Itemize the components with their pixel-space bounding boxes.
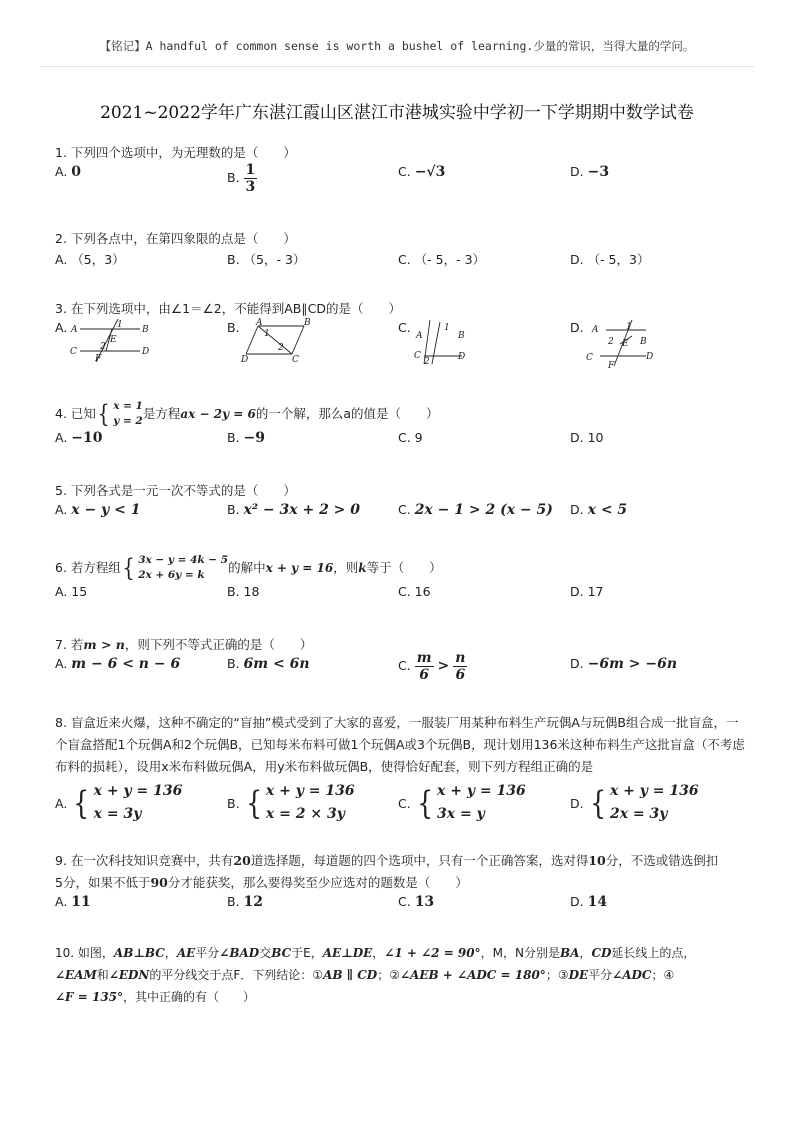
option-a[interactable]: A. m − 6 < n − 6 bbox=[55, 656, 181, 672]
question-stem: 4. 已知 { x = 1 y = 2 是方程 ax − 2y = 6 的一个解，那么a的值是（ ） bbox=[55, 400, 439, 428]
svg-text:2: 2 bbox=[278, 343, 284, 353]
option-d[interactable]: D. bbox=[570, 320, 584, 335]
option-d[interactable]: D. −6m > −6n bbox=[570, 656, 678, 672]
question-stem-line-1: 10. 如图，AB⊥BC，AE平分∠BAD交BC于E，AE⊥DE，∠1 + ∠2 = 90°，M，N分别是BA，CD延长线上的点， bbox=[55, 946, 696, 960]
svg-text:A: A bbox=[256, 318, 263, 328]
option-b[interactable]: B. −9 bbox=[227, 430, 266, 446]
options bbox=[55, 894, 745, 918]
figure-b bbox=[238, 316, 318, 364]
svg-text:F: F bbox=[608, 361, 615, 371]
option-c[interactable]: C. 16 bbox=[398, 584, 431, 599]
option-b[interactable]: B. { x + y = 136 x = 2 × 3y bbox=[227, 783, 355, 822]
question-stem: 7. 若m > n，则下列不等式正确的是（ ） bbox=[55, 637, 313, 652]
option-a[interactable]: A. { x + y = 136 x = 3y bbox=[55, 783, 183, 822]
option-c[interactable]: C. $\frac{m}{6}$ > $\frac{n}{6}$ bbox=[398, 650, 466, 683]
fraction: $\frac{1}{3}$ bbox=[245, 162, 256, 195]
option-d[interactable]: D. 14 bbox=[570, 894, 608, 910]
question-1 bbox=[55, 142, 745, 195]
svg-text:1: 1 bbox=[117, 320, 123, 330]
question-9 bbox=[55, 850, 745, 918]
option-b[interactable]: B. bbox=[227, 320, 240, 335]
options bbox=[55, 250, 745, 274]
option-a[interactable]: A. 15 bbox=[55, 584, 88, 599]
question-2 bbox=[55, 228, 745, 274]
question-stem: 8. 盲盒近来火爆，这种不确定的“盲抽”模式受到了大家的喜爱，一服装厂用某种布料生产玩偶A与玩偶B组合成一批盲盒，一个盲盒搭配1个玩偶A和2个玩偶B，已知每米布料可做1个玩偶A或3个玩偶B，现计划用136米这种布料生产这批盲盒（不考虑布料的损耗），设用x米布料做玩偶A，用y米布料做玩偶B，使得恰好配套，则下列方程组正确的是 bbox=[55, 715, 745, 774]
question-5 bbox=[55, 480, 745, 526]
question-stem: 2. 下列各点中，在第四象限的点是（ ） bbox=[55, 231, 296, 246]
svg-text:2: 2 bbox=[100, 342, 106, 352]
option-b[interactable]: B. x² − 3x + 2 > 0 bbox=[227, 502, 361, 518]
option-d[interactable]: D. x < 5 bbox=[570, 502, 628, 518]
equation-system: { x = 1 y = 2 bbox=[97, 400, 143, 428]
svg-text:C: C bbox=[586, 353, 593, 363]
exam-title: 2021~2022学年广东湛江霞山区湛江市港城实验中学初一下学期期中数学试卷 bbox=[100, 103, 694, 123]
option-a[interactable]: A. 11 bbox=[55, 894, 91, 910]
svg-text:A: A bbox=[592, 325, 599, 335]
option-c[interactable]: C. 13 bbox=[398, 894, 435, 910]
option-d[interactable]: D. 10 bbox=[570, 430, 604, 445]
svg-text:A: A bbox=[416, 331, 423, 341]
options bbox=[55, 430, 745, 454]
question-10 bbox=[55, 942, 745, 1008]
svg-text:F: F bbox=[95, 354, 102, 364]
question-4 bbox=[55, 398, 745, 454]
options bbox=[55, 502, 745, 526]
question-stem: 5. 下列各式是一元一次不等式的是（ ） bbox=[55, 483, 296, 498]
question-stem-line-2: 5分，如果不低于90分才能获奖，那么要得奖至少应选对的题数是（ ） bbox=[55, 875, 468, 890]
question-6 bbox=[55, 552, 745, 608]
figure-c bbox=[410, 318, 480, 366]
svg-text:C: C bbox=[70, 347, 77, 357]
motto-banner: 【铭记】A handful of common sense is worth a bushel of learning.少量的常识，当得大量的学问。 bbox=[99, 39, 695, 53]
svg-text:E: E bbox=[622, 339, 629, 349]
fraction: $\frac{m}{6}$ bbox=[416, 650, 432, 683]
options bbox=[55, 162, 745, 195]
svg-text:1: 1 bbox=[264, 329, 270, 339]
svg-text:B: B bbox=[304, 318, 311, 328]
options bbox=[55, 584, 745, 608]
option-b[interactable]: B. （5，- 3） bbox=[227, 252, 306, 267]
options bbox=[55, 780, 745, 830]
svg-text:1: 1 bbox=[626, 322, 632, 332]
option-b[interactable]: B. $\frac{1}{3}$ bbox=[227, 162, 256, 195]
option-d[interactable]: D. −3 bbox=[570, 164, 610, 180]
question-stem: 6. 若方程组 { 3x − y = 4k − 5 2x + 6y = k 的解中 x + y = 16 ，则 k 等于（ ） bbox=[55, 554, 442, 582]
svg-text:A: A bbox=[71, 325, 78, 335]
svg-text:B: B bbox=[640, 337, 647, 347]
svg-text:D: D bbox=[646, 352, 654, 362]
svg-text:D: D bbox=[458, 352, 466, 362]
question-stem: 1. 下列四个选项中，为无理数的是（ ） bbox=[55, 145, 296, 160]
question-stem-line-3: ∠F = 135°，其中正确的有（ ） bbox=[55, 990, 256, 1004]
option-d[interactable]: D. { x + y = 136 2x = 3y bbox=[570, 783, 699, 822]
option-c[interactable]: C. 2x − 1 > 2 (x − 5) bbox=[398, 502, 553, 518]
svg-text:2: 2 bbox=[608, 337, 614, 347]
svg-text:C: C bbox=[414, 351, 421, 361]
svg-text:1: 1 bbox=[444, 323, 450, 333]
svg-text:D: D bbox=[241, 355, 249, 365]
figure-a bbox=[68, 316, 148, 364]
option-a[interactable]: A. x − y < 1 bbox=[55, 502, 141, 518]
question-stem: 3. 在下列选项中，由∠1＝∠2，不能得到AB∥CD的是（ ） bbox=[55, 301, 401, 316]
question-7 bbox=[55, 634, 745, 683]
question-stem-line-1: 9. 在一次科技知识竞赛中，共有20道选择题，每道题的四个选项中，只有一个正确答案，选对得10分，不选或错选倒扣 bbox=[55, 853, 719, 868]
option-a[interactable]: A. 0 bbox=[55, 164, 82, 180]
fraction: $\frac{n}{6}$ bbox=[455, 650, 466, 683]
svg-text:D: D bbox=[142, 347, 150, 357]
svg-text:2: 2 bbox=[424, 357, 430, 367]
svg-text:E: E bbox=[110, 335, 117, 345]
figure-d bbox=[584, 316, 660, 371]
option-c[interactable]: C. −√3 bbox=[398, 164, 446, 180]
option-a[interactable]: A. −10 bbox=[55, 430, 103, 446]
question-stem-line-2: ∠EAM和∠EDN的平分线交于点F．下列结论：①AB ∥ CD；②∠AEB + ∠ADC = 180°；③DE平分∠ADC；④ bbox=[55, 968, 675, 982]
option-d[interactable]: D. （- 5，3） bbox=[570, 252, 650, 267]
option-a[interactable]: A. （5，3） bbox=[55, 252, 125, 267]
svg-text:B: B bbox=[142, 325, 149, 335]
option-c[interactable]: C. { x + y = 136 3x = y bbox=[398, 783, 526, 822]
option-a[interactable]: A. bbox=[55, 320, 68, 335]
header-divider bbox=[40, 66, 754, 67]
option-b[interactable]: B. 6m < 6n bbox=[227, 656, 310, 672]
option-b[interactable]: B. 12 bbox=[227, 894, 264, 910]
question-8 bbox=[55, 712, 745, 830]
options bbox=[55, 650, 745, 683]
svg-text:C: C bbox=[292, 355, 299, 365]
option-c[interactable]: C. bbox=[398, 320, 411, 335]
option-d[interactable]: D. 17 bbox=[570, 584, 604, 599]
option-c[interactable]: C. （- 5，- 3） bbox=[398, 252, 486, 267]
equation-system: { 3x − y = 4k − 5 2x + 6y = k bbox=[122, 554, 229, 582]
option-b[interactable]: B. 18 bbox=[227, 584, 260, 599]
svg-text:B: B bbox=[458, 331, 465, 341]
option-c[interactable]: C. 9 bbox=[398, 430, 423, 445]
